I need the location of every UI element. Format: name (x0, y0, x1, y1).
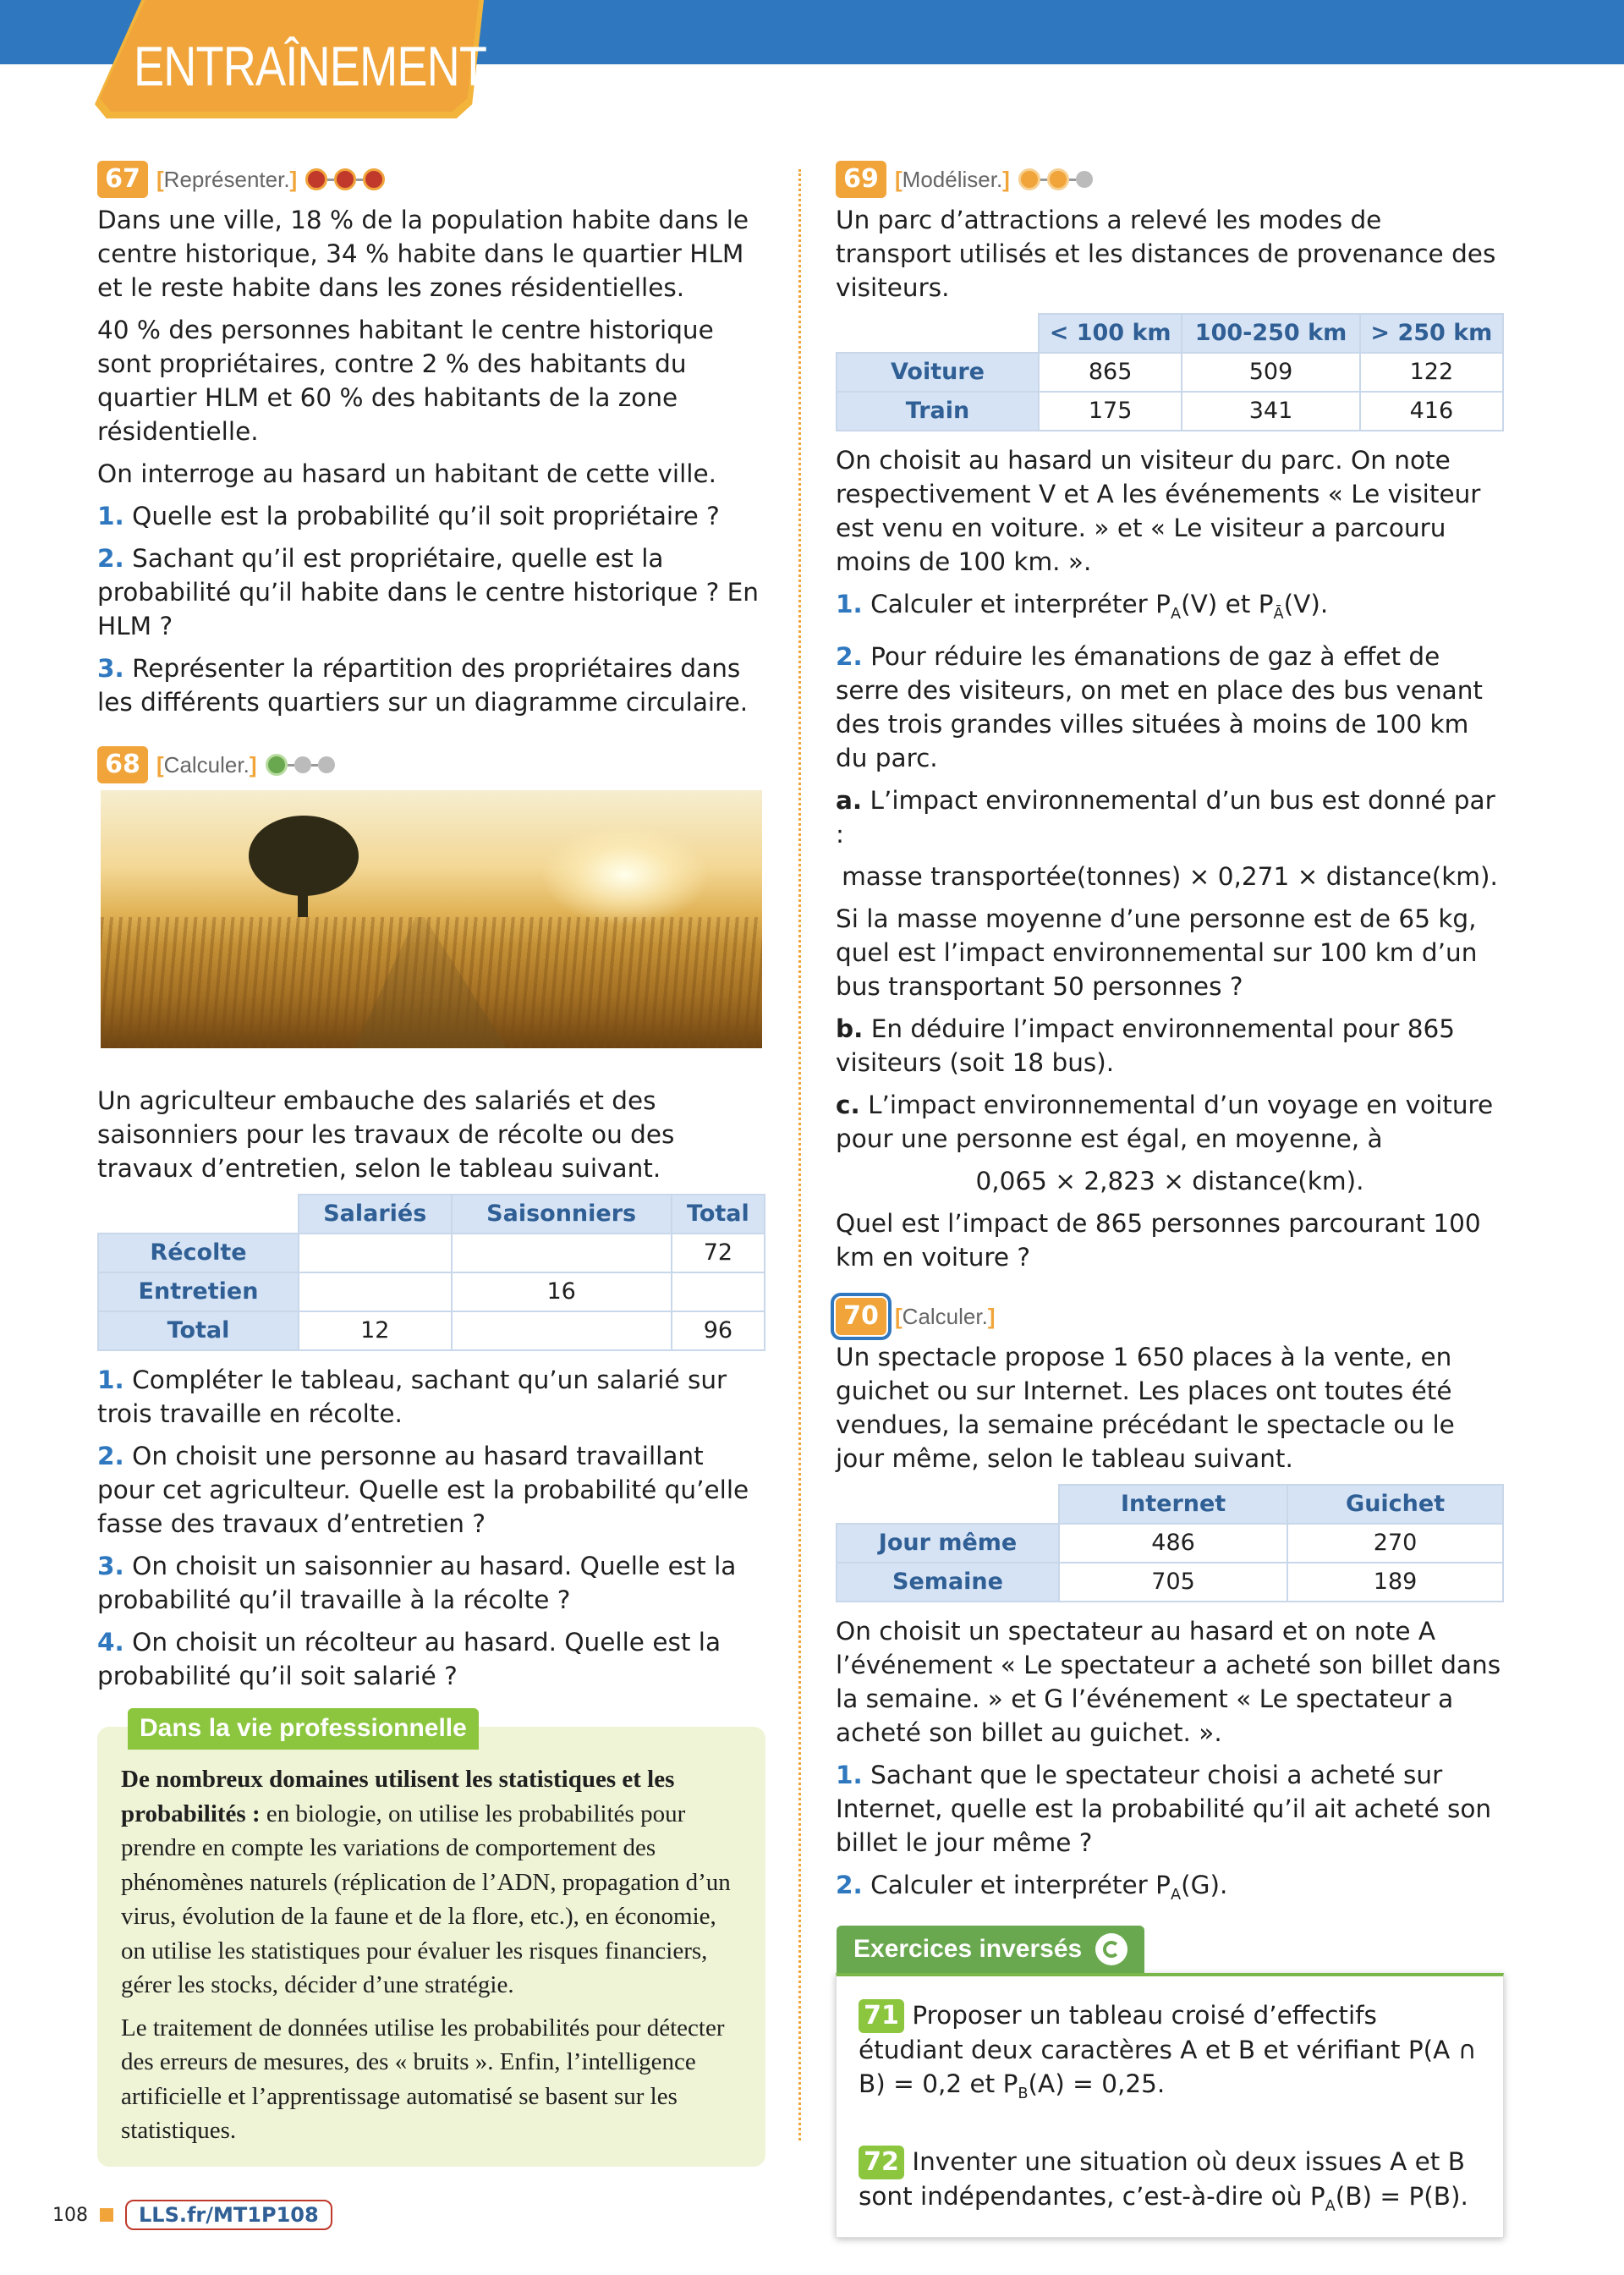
formula: masse transportée(tonnes) × 0,271 × distance(km). (842, 861, 1498, 891)
exercise-skill-tag: [Calculer.] (895, 1303, 996, 1329)
wheat-field-photo (101, 790, 762, 1048)
table-68 (97, 1194, 765, 1351)
question-3: 3. On choisit un saisonnier au hasard. Quelle est la probabilité qu’il travaille à la récolte ? (97, 1552, 737, 1614)
paragraph: Dans une ville, 18 % de la population habite dans le centre historique, 34 % habite dans le quartier HLM et le reste habite dans les zones résidentielles. (97, 206, 749, 302)
table-row: Récolte 72 (98, 1234, 765, 1272)
table-row: Total 12 96 (98, 1311, 765, 1350)
difficulty-dots-icon (1018, 168, 1093, 190)
paragraph: Si la masse moyenne d’une personne est de 65 kg, quel est l’impact environnemental sur 100 km d’un bus transportant 50 personnes ? (836, 904, 1478, 1001)
exercise-69-header (836, 159, 1504, 200)
question-4: 4. On choisit un récolteur au hasard. Quelle est la probabilité qu’il soit salarié ? (97, 1628, 721, 1690)
question-3: 3. Représenter la répartition des propriétaires dans les différents quartiers sur un diagramme circulaire. (97, 654, 749, 717)
paragraph: Un spectacle propose 1 650 places à la vente, en guichet ou sur Internet. Les places ont toutes été vendues, la semaine précédant le spectacle ou le jour même, selon le tableau suivant. (836, 1342, 1455, 1473)
paragraph: Un parc d’attractions a relevé les modes de transport utilisés et les distances de provenance des visiteurs. (836, 206, 1496, 302)
question-2: 2. On choisit une personne au hasard travaillant pour cet agriculteur. Quelle est la probabilité qu’elle fasse des travaux d’entretien ? (97, 1442, 749, 1538)
professional-life-box: Dans la vie professionnelle De nombreux domaines utilisent les statistiques et les probabilités : en biologie, on utilise les probabilités pour prendre en compte les variations de comportement des phénomènes naturels (réplication de l’ADN, propagation d’un virus, évolution de la faune et de la flore, etc.), en économie, on utilise les statistiques pour évaluer les risques financiers, gérer les stocks, décider d’une stratégie. Le traitement de données utilise les probabilités pour détecter des erreurs de mesures, des « bruits ». Enfin, l’intelligence artificielle et l’apprentissage automatisé se basent sur les statistiques. (97, 1727, 765, 2167)
question-2a: a. L’impact environnemental d’un bus est donné par : (836, 785, 1495, 849)
exercise-number: 70 (836, 1298, 886, 1335)
exercise-skill-tag: [Calculer.] (156, 752, 257, 778)
page-footer (52, 2200, 332, 2230)
table-70 (836, 1484, 1504, 1602)
footer-link[interactable]: LLS.fr/MT1P108 (125, 2200, 332, 2230)
difficulty-dots-icon (266, 754, 335, 776)
table-69 (836, 313, 1504, 431)
column-header: Salariés (299, 1195, 452, 1234)
column-header: Guichet (1287, 1485, 1503, 1524)
column-divider (798, 169, 801, 2140)
column-header: Saisonniers (452, 1195, 672, 1234)
question-2c: c. L’impact environnemental d’un voyage en voiture pour une personne est égal, en moyenne, à (836, 1090, 1494, 1153)
paragraph: On interroge au hasard un habitant de cette ville. (97, 459, 716, 488)
column-header: Internet (1059, 1485, 1287, 1524)
footer-square-icon (100, 2208, 113, 2222)
exercise-skill-tag: [Représenter.] (156, 167, 298, 192)
exercise-skill-tag: [Modéliser.] (895, 167, 1010, 192)
paragraph: Un agriculteur embauche des salariés et des saisonniers pour les travaux de récolte ou des travaux d’entretien, selon le tableau suivant. (97, 1086, 675, 1183)
difficulty-dots-icon (305, 168, 385, 190)
paragraph: 40 % des personnes habitant le centre historique sont propriétaires, contre 2 % des habitants du quartier HLM et 60 % des habitants de la zone résidentielle. (97, 316, 714, 446)
column-header: Total (672, 1195, 765, 1234)
inverted-exercises-icon (1095, 1933, 1127, 1965)
column-header: < 100 km (1039, 314, 1182, 353)
exercise-72: 72 Inventer une situation où deux issues A et B sont indépendantes, c’est-à-dire où $P_A(B) = P(B)$. (859, 2146, 1468, 2215)
formula: 0,065 × 2,823 × distance(km). (975, 1166, 1364, 1195)
inverted-exercises-box (836, 1934, 1504, 2238)
left-column (97, 159, 765, 2167)
question-2: 2. Pour réduire les émanations de gaz à effet de serre des visiteurs, on met en place des bus venant des trois grandes villes situées à moins de 100 km du parc. (836, 641, 1483, 772)
page-number: 108 (52, 2204, 88, 2226)
exercise-number: 67 (97, 161, 148, 198)
section-title: ENTRAÎNEMENT (134, 35, 487, 97)
exercise-67-header (97, 159, 765, 200)
question-1: 1. Compléter le tableau, sachant qu’un salarié sur trois travaille en récolte. (97, 1366, 727, 1428)
exercise-68-header (97, 745, 765, 785)
table-row: Entretien 16 (98, 1272, 765, 1311)
question-2: 2. Calculer et interpréter $P_A(G)$. (836, 1870, 1228, 1904)
paragraph: On choisit un spectateur au hasard et on note A l’événement « Le spectateur a acheté son billet dans la semaine. » et G l’événement « Le spectateur a acheté son billet au guichet. ». (836, 1616, 1501, 1747)
professional-life-title: Dans la vie professionnelle (128, 1708, 479, 1750)
table-row: Voiture 865 509 122 (837, 353, 1503, 392)
question-2b: b. En déduire l’impact environnemental pour 865 visiteurs (soit 18 bus). (836, 1014, 1456, 1077)
inverted-exercises-title: Exercices inversés (837, 1926, 1144, 1973)
exercise-number: 69 (836, 161, 886, 198)
column-header: 100-250 km (1182, 314, 1359, 353)
exercise-71: 71 Proposer un tableau croisé d’effectifs étudiant deux caractères A et B et vérifiant P(A ∩ B) = 0,2 et $P_B(A) = 0,25$. (859, 2000, 1477, 2102)
table-row: Train 175 341 416 (837, 392, 1503, 431)
right-column (836, 159, 1504, 2238)
question-1: 1. Calculer et interpréter $P_A(V)$ et $P_Ā(V)$. (836, 590, 1329, 623)
exercise-number: 68 (97, 746, 148, 783)
exercise-70-header (836, 1296, 1504, 1337)
question-1: 1. Quelle est la probabilité qu’il soit propriétaire ? (97, 502, 720, 530)
paragraph: Quel est l’impact de 865 personnes parcourant 100 km en voiture ? (836, 1208, 1481, 1272)
column-header: > 250 km (1360, 314, 1503, 353)
question-1: 1. Sachant que le spectateur choisi a acheté sur Internet, quelle est la probabilité qu’il ait acheté son billet le jour même ? (836, 1760, 1492, 1857)
table-row: Jour même 486 270 (837, 1524, 1503, 1563)
question-2: 2. Sachant qu’il est propriétaire, quelle est la probabilité qu’il habite dans le centre historique ? En HLM ? (97, 544, 759, 640)
table-row: Semaine 705 189 (837, 1563, 1503, 1602)
paragraph: On choisit au hasard un visiteur du parc. On note respectivement V et A les événements « Le visiteur est venu en voiture. » et « Le visiteur a parcouru moins de 100 km. ». (836, 446, 1481, 576)
